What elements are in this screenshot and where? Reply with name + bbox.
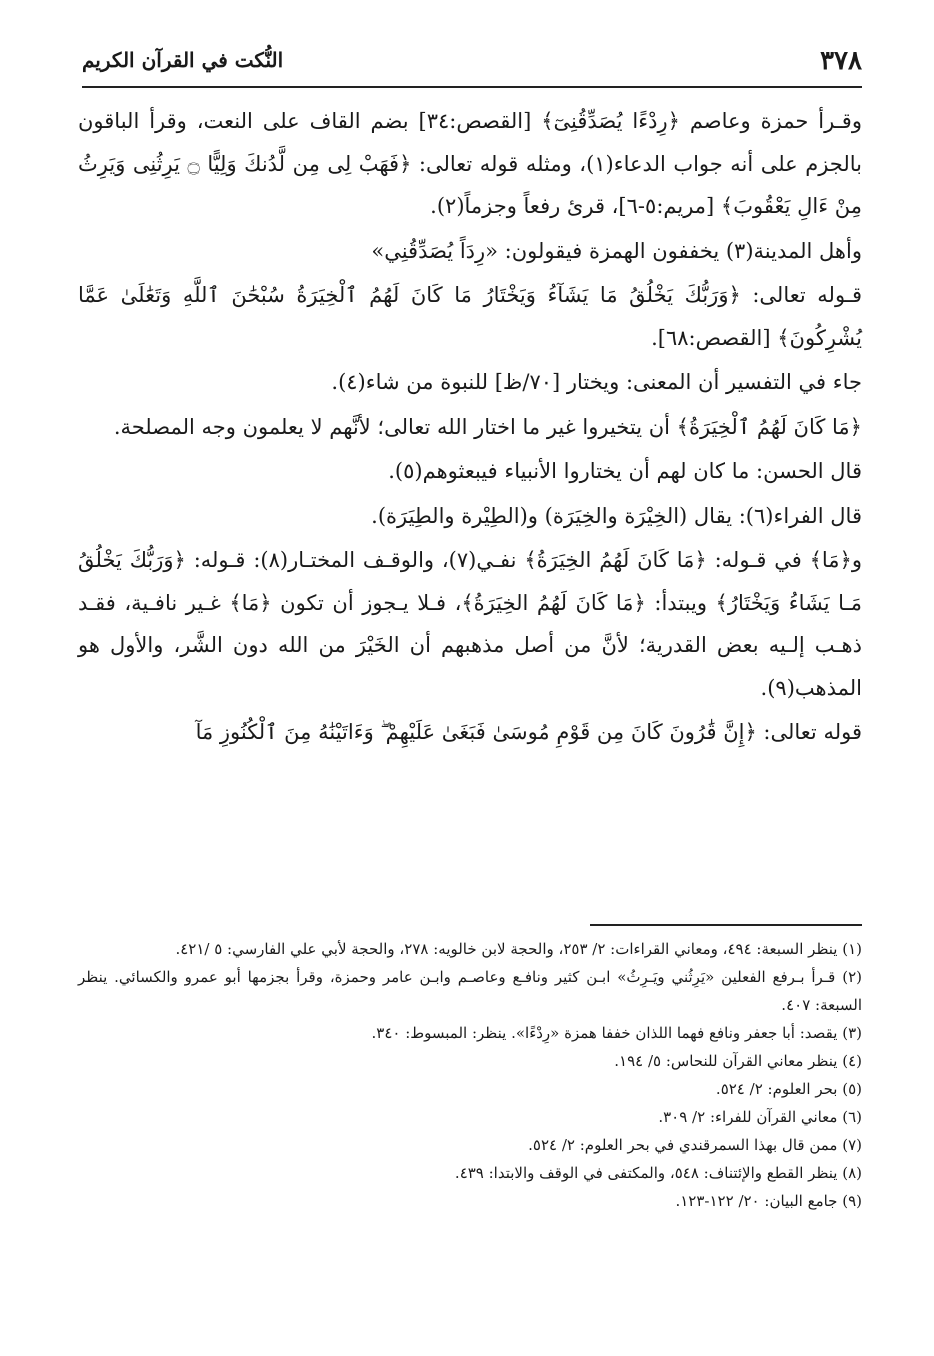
paragraph-1: وقـرأ حمزة وعاصم ﴿رِدْءًا يُصَدِّقُنِىٓ﴾ [القصص:٣٤] بضم القاف على النعت، وقرأ الباقون بالجزم على أنه جواب الدعاء(١)، ومثله قوله تعالى: ﴿فَهَبْ لِى مِن لَّدُنكَ وَلِيًّا ۝ يَرِثُنِى وَيَرِثُ مِنْ ءَالِ يَعْقُوبَ﴾ [مريم:٥-٦]، قرئ رفعاً وجزماً(٢). [78,109,862,218]
paragraph-6: قال الحسن: ما كان لهم أن يختاروا الأنبياء فيبعثوهم(٥). [388,459,862,483]
paragraph-4: جاء في التفسير أن المعنى: ويختار [٧٠/ظ] للنبوة من شاء(٤). [331,370,862,394]
footnote-8: (٨) ينظر القطع والإئتناف: ٥٤٨، والمكتفى في الوقف والابتدا: ٤٣٩. [454,1164,862,1182]
footnote-separator [590,924,862,926]
footnote-9: (٩) جامع البيان: ٢٠/ ١٢٢-١٢٣. [675,1192,862,1210]
paragraph-8: و﴿مَا﴾ في قـوله: ﴿مَا كَانَ لَهُمُ الخِيَرَةُ﴾ نفـي(٧)، والوقـف المختـار(٨): قـوله: ﴿وَرَبُّكَ يَخْلُقُ مَـا يَشَاءُ وَيَخْتَارُ﴾ ويبتدأ: ﴿مَا كَانَ لَهُمُ الخِيَرَةُ﴾، فـلا يـجوز أن تكون ﴿مَا﴾ غـير نافـية، فقـد ذهـب إلـيه بعض القدرية؛ لأنَّ من أصل مذهبهم أن الخَيْرَ من الله دون الشَّر، والأول هو المذهب(٩). [78,548,863,700]
footnote-4: (٤) ينظر معاني القرآن للنحاس: ٥/ ١٩٤. [614,1052,862,1070]
paragraph-7: قال الفراء(٦): يقال (الخِيْرَة والخِيَرَة) و(الطِيْرة والطِيَرَة). [371,503,862,528]
footnote-2: (٢) قـرأ بـرفع الفعلين «يَرِثُني ويَـرِثُ» ابـن كثير ونافـع وعاصـم وابـن عامر وحمزة، وقرأ بجزمها أبو عمرو والكسائي. ينظر السبعة: ٤٠٧. [78,968,862,1014]
footnote-7: (٧) ممن قال بهذا السمرقندي في بحر العلوم: ٢/ ٥٢٤. [528,1136,862,1154]
paragraph-5: ﴿مَا كَانَ لَهُمُ ٱلْخِيَرَةُ﴾ أن يتخيروا غير ما اختار الله تعالى؛ لأنَّهم لا يعلمون وجه المصلحة. [113,414,862,439]
paragraph-2: وأهل المدينة(٣) يخففون الهمزة فيقولون: «رِدَاً يُصَدِّقُنِي» [371,238,862,263]
main-text [78,100,862,756]
paragraph-3: قـوله تعالى: ﴿وَرَبُّكَ يَخْلُقُ مَا يَشَآءُ وَيَخْتَارُ مَا كَانَ لَهُمُ ٱلْخِيَرَةُ سُبْحَٰنَ ٱللَّهِ وَتَعَٰلَىٰ عَمَّا يُشْرِكُونَ﴾ [القصص:٦٨]. [78,283,862,350]
page-number: ٣٧٨ [820,46,862,76]
paragraph-9: قوله تعالى: ﴿إِنَّ قَٰرُونَ كَانَ مِن قَوْمِ مُوسَىٰ فَبَغَىٰ عَلَيْهِمْ ۖ وَءَاتَيْنَٰهُ مِنَ ٱلْكُنُوزِ مَآ [195,720,862,744]
footnote-5: (٥) بحر العلوم: ٢/ ٥٢٤. [715,1080,862,1098]
page-header [82,40,862,88]
footnotes [78,935,862,1215]
footnote-1: (١) ينظر السبعة: ٤٩٤، ومعاني القراءات: ٢/ ٢٥٣، والحجة لابن خالويه: ٢٧٨، والحجة لأبي علي الفارسي: ٥ /٤٢١. [175,940,862,958]
footnote-6: (٦) معاني القرآن للفراء: ٢/ ٣٠٩. [658,1108,862,1126]
running-title: النُّكت في القرآن الكريم [82,48,284,72]
footnote-3: (٣) يقصد: أبا جعفر ونافع فهما اللذان خففا همزة «رِدْءًا». ينظر: المبسوط: ٣٤٠. [371,1024,862,1042]
